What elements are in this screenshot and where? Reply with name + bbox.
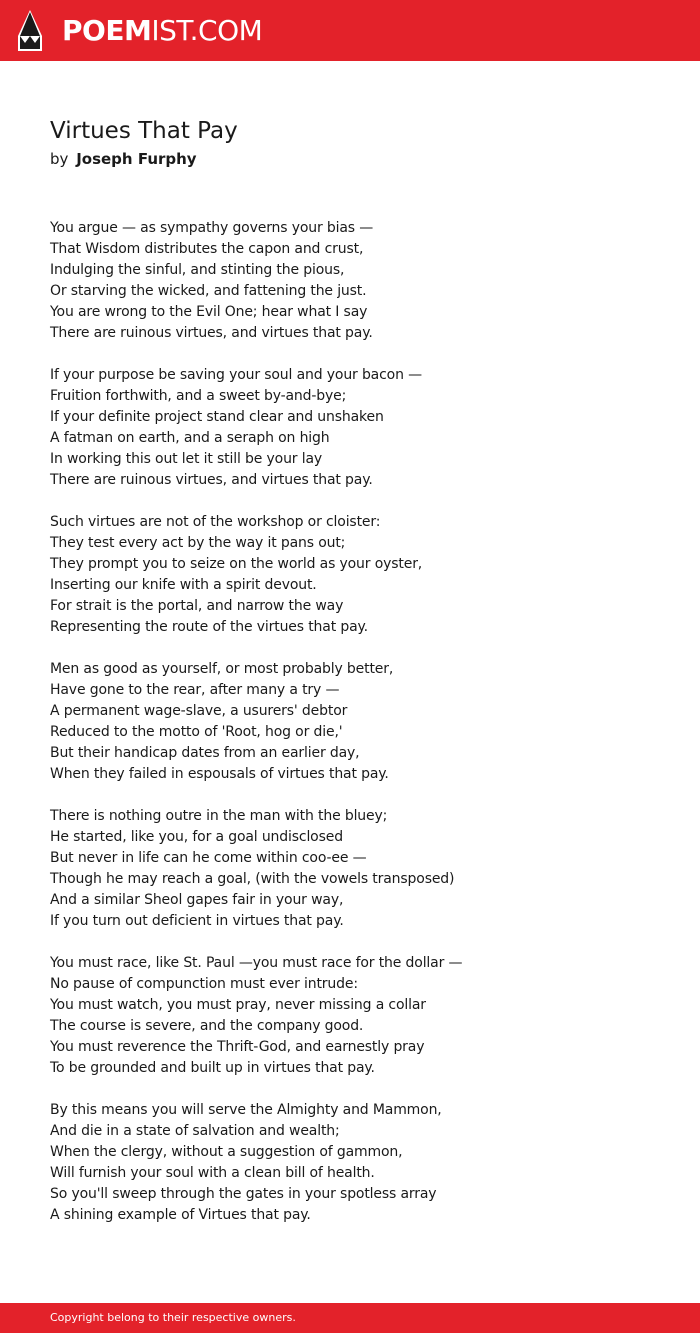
logo-brand-bold: POEM <box>62 14 152 47</box>
poem-line: So you'll sweep through the gates in your spotless array <box>50 1186 437 1202</box>
stanza <box>50 659 670 785</box>
poem-line: But never in life can he come within coo-ee — <box>50 850 367 866</box>
poem-line: You are wrong to the Evil One; hear what I say <box>50 304 368 320</box>
poem-line: No pause of compunction must ever intrude: <box>50 976 358 992</box>
site-header <box>0 0 700 61</box>
poem-line: You argue — as sympathy governs your bias — <box>50 220 374 236</box>
poem-line: A shining example of Virtues that pay. <box>50 1207 311 1223</box>
stanza <box>50 1100 670 1226</box>
poem-line: When they failed in espousals of virtues that pay. <box>50 766 389 782</box>
poem-line: Have gone to the rear, after many a try — <box>50 682 340 698</box>
poem-line: Such virtues are not of the workshop or cloister: <box>50 514 381 530</box>
poem-line: A permanent wage-slave, a usurers' debtor <box>50 703 348 719</box>
stanza <box>50 365 670 491</box>
poem-line: And die in a state of salvation and wealth; <box>50 1123 340 1139</box>
poem-line: By this means you will serve the Almighty and Mammon, <box>50 1102 442 1118</box>
poem-byline <box>50 148 197 170</box>
poem-line: A fatman on earth, and a seraph on high <box>50 430 330 446</box>
poem-line: Or starving the wicked, and fattening the just. <box>50 283 367 299</box>
copyright-text: Copyright belong to their respective owners. <box>50 1311 296 1324</box>
poem-line: You must reverence the Thrift-God, and earnestly pray <box>50 1039 425 1055</box>
poem-line: They test every act by the way it pans out; <box>50 535 346 551</box>
stanza <box>50 218 670 344</box>
poem-line: Representing the route of the virtues that pay. <box>50 619 368 635</box>
poem-line: Though he may reach a goal, (with the vowels transposed) <box>50 871 455 887</box>
poem-author: Joseph Furphy <box>76 150 197 168</box>
stanza <box>50 806 670 932</box>
poem-line: But their handicap dates from an earlier day, <box>50 745 360 761</box>
poem-line: You must watch, you must pray, never missing a collar <box>50 997 426 1013</box>
byline-label: by <box>50 150 69 168</box>
poem-line: Indulging the sinful, and stinting the pious, <box>50 262 345 278</box>
poem-line: You must race, like St. Paul —you must race for the dollar — <box>50 955 463 971</box>
poem-body <box>50 218 670 1247</box>
poem-line: Reduced to the motto of 'Root, hog or die,' <box>50 724 343 740</box>
poem-line: And a similar Sheol gapes fair in your way, <box>50 892 344 908</box>
poem-line: If you turn out deficient in virtues that pay. <box>50 913 344 929</box>
poem-line: Inserting our knife with a spirit devout. <box>50 577 317 593</box>
poem-line: If your purpose be saving your soul and your bacon — <box>50 367 422 383</box>
poem-line: For strait is the portal, and narrow the way <box>50 598 344 614</box>
stanza <box>50 953 670 1079</box>
poem-line: If your definite project stand clear and unshaken <box>50 409 384 425</box>
poem-title: Virtues That Pay <box>50 118 238 144</box>
site-footer <box>0 1303 700 1333</box>
poem-line: When the clergy, without a suggestion of gammon, <box>50 1144 403 1160</box>
poem-line: To be grounded and built up in virtues that pay. <box>50 1060 375 1076</box>
site-logo-text <box>62 12 262 50</box>
poem-line: He started, like you, for a goal undisclosed <box>50 829 343 845</box>
poem-line: There are ruinous virtues, and virtues that pay. <box>50 472 373 488</box>
logo-brand-light: IST.COM <box>151 14 263 47</box>
poem-line: Fruition forthwith, and a sweet by-and-bye; <box>50 388 347 404</box>
pencil-icon <box>18 10 42 51</box>
poem-line: There are ruinous virtues, and virtues that pay. <box>50 325 373 341</box>
poem-line: Will furnish your soul with a clean bill of health. <box>50 1165 375 1181</box>
poem-line: They prompt you to seize on the world as your oyster, <box>50 556 423 572</box>
poem-line: The course is severe, and the company good. <box>50 1018 364 1034</box>
stanza <box>50 512 670 638</box>
site-logo-link[interactable] <box>0 0 263 61</box>
poem-line: That Wisdom distributes the capon and crust, <box>50 241 364 257</box>
poem-line: Men as good as yourself, or most probably better, <box>50 661 394 677</box>
poem-line: In working this out let it still be your lay <box>50 451 323 467</box>
poem-line: There is nothing outre in the man with the bluey; <box>50 808 388 824</box>
